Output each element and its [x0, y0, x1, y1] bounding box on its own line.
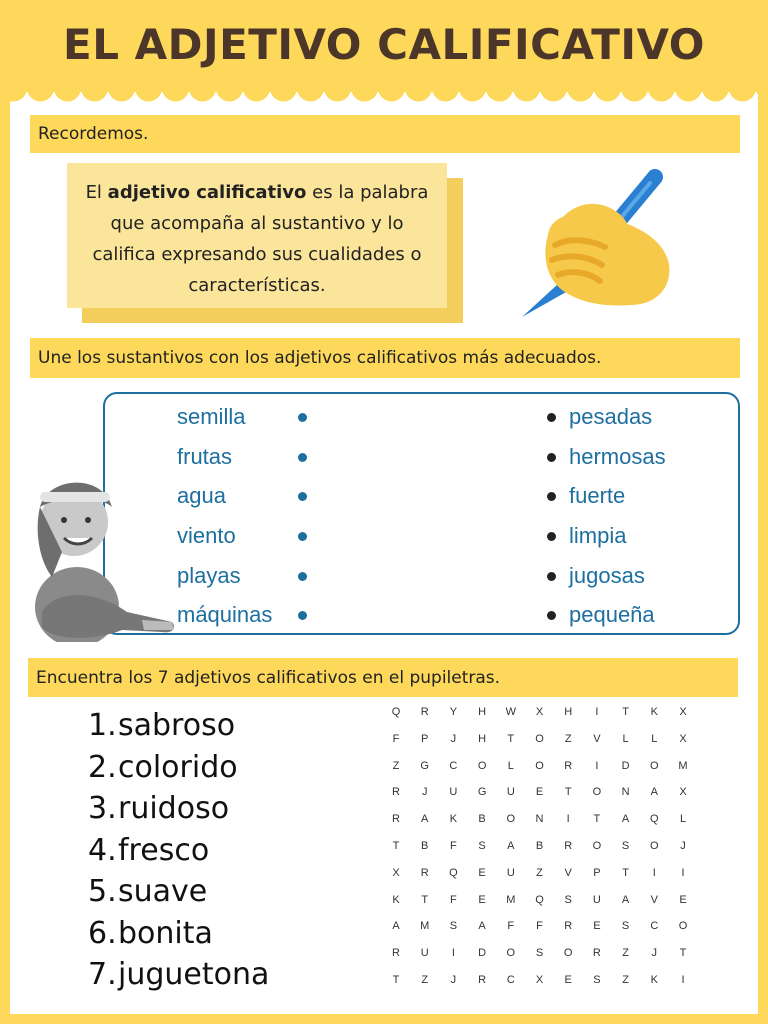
grid-letter[interactable]: S	[593, 974, 601, 986]
scallop	[324, 80, 351, 102]
adjective-word: pequeña	[569, 602, 655, 627]
list-item	[88, 957, 269, 992]
grid-letter[interactable]: N	[535, 813, 544, 826]
grid-letter[interactable]: C	[506, 974, 515, 986]
grid-letter[interactable]: F	[392, 732, 400, 745]
grid-letter[interactable]: S	[564, 893, 572, 906]
scallop	[54, 80, 81, 102]
grid-letter[interactable]: J	[421, 786, 428, 799]
grid-letter[interactable]: T	[622, 706, 629, 718]
noun-word: máquinas	[177, 602, 273, 627]
list-item-word: bonita	[118, 915, 213, 951]
grid-letter[interactable]: T	[564, 786, 572, 799]
grid-letter[interactable]: A	[621, 893, 630, 906]
grid-letter[interactable]: J	[651, 947, 658, 960]
grid-letter[interactable]: A	[621, 813, 630, 826]
grid-letter[interactable]: Z	[392, 759, 400, 772]
list-item-word: juguetona	[118, 957, 270, 992]
grid-letter[interactable]: X	[679, 786, 687, 799]
list-item-number: 4.	[88, 832, 117, 868]
list-item	[88, 874, 207, 909]
grid-letter[interactable]: R	[420, 706, 429, 718]
adjective-connector-dot[interactable]	[547, 532, 556, 541]
scallop	[459, 80, 486, 102]
grid-letter[interactable]: E	[593, 920, 601, 933]
grid-letter[interactable]: H	[564, 706, 573, 718]
grid-letter[interactable]: T	[392, 840, 400, 852]
grid-letter[interactable]: Z	[536, 866, 543, 879]
scallop	[405, 80, 432, 102]
grid-letter[interactable]: V	[564, 866, 572, 879]
grid-letter[interactable]: E	[478, 893, 486, 906]
list-item-word: ruidoso	[118, 791, 230, 826]
grid-letter[interactable]: T	[622, 866, 629, 879]
grid-letter[interactable]: O	[563, 947, 573, 960]
scallop	[27, 80, 54, 102]
list-item	[88, 791, 229, 826]
scallop-border	[0, 80, 768, 106]
list-item-word: colorido	[118, 749, 238, 785]
grid-letter[interactable]: I	[595, 759, 599, 772]
grid-letter[interactable]: T	[421, 893, 429, 906]
noun-word: viento	[177, 523, 236, 548]
adjective-word: hermosas	[569, 444, 666, 469]
grid-letter[interactable]: I	[595, 706, 599, 718]
grid-letter[interactable]: S	[621, 920, 630, 933]
grid-letter[interactable]: E	[564, 974, 572, 986]
scallop	[162, 80, 189, 102]
grid-letter[interactable]: L	[507, 759, 514, 772]
grid-letter[interactable]: Y	[449, 706, 458, 718]
grid-letter[interactable]: A	[478, 920, 486, 933]
list-item	[88, 708, 235, 743]
grid-letter[interactable]: H	[478, 732, 487, 745]
grid-letter[interactable]: S	[449, 920, 458, 933]
page-title: EL ADJETIVO CALIFICATIVO	[63, 20, 705, 69]
grid-letter[interactable]: M	[506, 893, 516, 906]
section-label-text: Recordemos.	[38, 124, 149, 144]
grid-letter[interactable]: I	[451, 947, 455, 960]
section-label-recordemos	[30, 115, 740, 153]
grid-letter[interactable]: K	[449, 813, 458, 826]
grid-letter[interactable]: F	[450, 893, 457, 906]
grid-letter[interactable]: L	[651, 732, 658, 745]
grid-letter[interactable]: T	[679, 947, 687, 960]
section-label-encuentra	[28, 658, 738, 697]
list-item-number: 5.	[88, 874, 117, 909]
grid-letter[interactable]: Q	[449, 866, 458, 879]
grid-letter[interactable]: A	[507, 840, 515, 852]
scallop	[756, 80, 768, 102]
grid-letter[interactable]: M	[678, 759, 688, 772]
grid-letter[interactable]: R	[420, 866, 429, 879]
scallop	[486, 80, 513, 102]
grid-letter[interactable]: H	[478, 706, 487, 718]
scallop	[81, 80, 108, 102]
list-item	[88, 833, 209, 868]
grid-letter[interactable]: E	[478, 866, 486, 879]
scallop	[729, 80, 756, 102]
grid-letter[interactable]: K	[392, 893, 400, 906]
grid-letter[interactable]: R	[564, 759, 573, 772]
grid-letter[interactable]: R	[392, 786, 400, 799]
grid-letter[interactable]: O	[592, 786, 602, 799]
grid-letter[interactable]: K	[650, 974, 658, 986]
scallop	[648, 80, 675, 102]
watermark: TIAMOSHORELLS	[2, 0, 56, 7]
scallop	[216, 80, 243, 102]
section-label-text: Encuentra los 7 adjetivos calificativos en el pupiletras.	[36, 667, 501, 688]
grid-letter[interactable]: P	[421, 732, 429, 745]
grid-letter[interactable]: P	[593, 866, 601, 879]
scallop	[0, 80, 27, 102]
grid-letter[interactable]: X	[535, 706, 544, 718]
scallop	[702, 80, 729, 102]
grid-letter[interactable]: Z	[421, 974, 429, 986]
adjective-connector-dot[interactable]	[547, 492, 556, 501]
definition-prefix: El	[85, 182, 108, 203]
grid-letter[interactable]: O	[477, 759, 487, 772]
grid-letter[interactable]: O	[678, 920, 688, 933]
scallop	[297, 80, 324, 102]
grid-letter[interactable]: V	[593, 732, 601, 745]
grid-letter[interactable]: O	[592, 840, 602, 852]
grid-letter[interactable]: I	[681, 974, 685, 986]
grid-letter[interactable]: T	[392, 974, 400, 986]
grid-letter[interactable]: U	[449, 786, 458, 799]
grid-letter[interactable]: B	[421, 840, 429, 852]
grid-letter[interactable]: U	[506, 866, 515, 879]
scallop	[513, 80, 540, 102]
scallop	[351, 80, 378, 102]
grid-letter[interactable]: U	[506, 786, 515, 799]
grid-letter[interactable]: E	[679, 893, 687, 906]
list-item-number: 1.	[88, 708, 117, 743]
grid-letter[interactable]: B	[535, 840, 544, 852]
grid-letter[interactable]: A	[650, 786, 658, 799]
list-item	[88, 916, 213, 951]
grid-letter[interactable]: Z	[622, 974, 629, 986]
grid-letter[interactable]: Q	[650, 813, 659, 826]
noun-word: frutas	[177, 444, 233, 469]
adjective-word: pesadas	[569, 404, 653, 429]
grid-letter[interactable]: L	[679, 813, 687, 826]
scallop	[540, 80, 567, 102]
adjective-connector-dot[interactable]	[547, 413, 556, 422]
scallop	[243, 80, 270, 102]
noun-connector-dot[interactable]	[298, 572, 307, 581]
grid-letter[interactable]: A	[392, 920, 400, 933]
grid-letter[interactable]: S	[621, 840, 630, 852]
adjective-word: fuerte	[569, 483, 626, 508]
grid-letter[interactable]: O	[506, 947, 516, 960]
grid-letter[interactable]: F	[450, 840, 457, 852]
grid-letter[interactable]: Z	[622, 947, 629, 960]
grid-letter[interactable]: U	[420, 947, 429, 960]
grid-letter[interactable]: X	[535, 974, 544, 986]
grid-letter[interactable]: R	[592, 947, 601, 960]
grid-letter[interactable]: U	[592, 893, 601, 906]
grid-letter[interactable]: J	[680, 840, 686, 852]
noun-connector-dot[interactable]	[298, 532, 307, 541]
scallop	[270, 80, 297, 102]
scallop	[675, 80, 702, 102]
grid-letter[interactable]: R	[564, 840, 573, 852]
scallop	[621, 80, 648, 102]
grid-letter[interactable]: O	[535, 759, 544, 772]
noun-word: playas	[177, 563, 241, 588]
scallop	[432, 80, 459, 102]
grid-letter[interactable]: K	[650, 706, 658, 718]
grid-letter[interactable]: O	[535, 732, 544, 745]
grid-letter[interactable]: A	[421, 813, 429, 826]
scallop	[378, 80, 405, 102]
adjective-word: jugosas	[569, 563, 645, 588]
scallop	[567, 80, 594, 102]
noun-connector-dot[interactable]	[298, 413, 307, 422]
grid-letter[interactable]: S	[478, 840, 486, 852]
definition-box	[67, 163, 447, 308]
grid-letter[interactable]: F	[536, 920, 543, 933]
section-label-text: Une los sustantivos con los adjetivos calificativos más adecuados.	[38, 348, 602, 368]
section-label-une	[30, 338, 740, 378]
grid-letter[interactable]: B	[478, 813, 486, 826]
scallop	[189, 80, 216, 102]
grid-letter[interactable]: D	[478, 947, 487, 960]
list-item-number: 7.	[88, 957, 117, 992]
writing-hand-icon	[510, 165, 680, 325]
grid-letter[interactable]: O	[506, 813, 516, 826]
scallop	[135, 80, 162, 102]
list-item-number: 2.	[88, 749, 117, 785]
child-pointing-illustration	[32, 462, 177, 642]
list-item-word: sabroso	[118, 708, 236, 743]
grid-letter[interactable]: M	[420, 920, 430, 933]
grid-letter[interactable]: Q	[391, 706, 401, 718]
adjective-connector-dot[interactable]	[547, 572, 556, 581]
grid-letter[interactable]: Z	[564, 732, 572, 745]
grid-letter[interactable]: S	[535, 947, 544, 960]
grid-letter[interactable]: V	[650, 893, 658, 906]
grid-letter[interactable]: L	[622, 732, 629, 745]
grid-letter[interactable]: R	[392, 947, 400, 960]
noun-connector-dot[interactable]	[298, 492, 307, 501]
grid-letter[interactable]: I	[566, 813, 570, 826]
definition-term: adjetivo calificativo	[107, 182, 307, 203]
grid-letter[interactable]: C	[650, 920, 659, 933]
adjective-word: limpia	[569, 523, 627, 548]
grid-letter[interactable]: T	[593, 813, 601, 826]
list-item-number: 6.	[88, 915, 117, 951]
grid-letter[interactable]: I	[652, 866, 656, 879]
definition-text: es la palabra que acompaña al sustantivo y lo califica expresando sus cualidades o características.	[92, 182, 429, 296]
scallop	[594, 80, 621, 102]
grid-letter[interactable]: G	[420, 759, 429, 772]
list-item-word: fresco	[118, 832, 210, 868]
grid-letter[interactable]: O	[650, 840, 659, 852]
grid-letter[interactable]: R	[478, 974, 487, 986]
grid-letter[interactable]: W	[505, 706, 516, 718]
adjective-connector-dot[interactable]	[547, 453, 556, 462]
scallop	[108, 80, 135, 102]
noun-word: semilla	[177, 404, 246, 429]
list-item-number: 3.	[88, 791, 117, 826]
grid-letter[interactable]: O	[650, 759, 659, 772]
noun-connector-dot[interactable]	[298, 453, 307, 462]
grid-letter[interactable]: X	[392, 866, 400, 879]
adjective-connector-dot[interactable]	[547, 611, 556, 620]
grid-letter[interactable]: J	[450, 974, 457, 986]
noun-connector-dot[interactable]	[298, 611, 307, 620]
grid-letter[interactable]: N	[621, 786, 630, 799]
grid-letter[interactable]: E	[535, 786, 544, 799]
grid-letter[interactable]: G	[477, 786, 487, 799]
grid-letter[interactable]: D	[621, 759, 630, 772]
grid-letter[interactable]: T	[507, 732, 515, 745]
grid-letter[interactable]: X	[679, 732, 687, 745]
grid-letter[interactable]: I	[681, 866, 685, 879]
grid-letter[interactable]: R	[392, 813, 400, 826]
noun-word: agua	[177, 483, 226, 508]
grid-letter[interactable]: F	[507, 920, 515, 933]
grid-letter[interactable]: J	[450, 732, 457, 745]
grid-letter[interactable]: X	[679, 706, 687, 718]
list-item	[88, 750, 238, 785]
list-item-word: suave	[118, 874, 208, 909]
grid-letter[interactable]: C	[449, 759, 458, 772]
grid-letter[interactable]: R	[564, 920, 573, 933]
grid-letter[interactable]: Q	[535, 893, 544, 906]
